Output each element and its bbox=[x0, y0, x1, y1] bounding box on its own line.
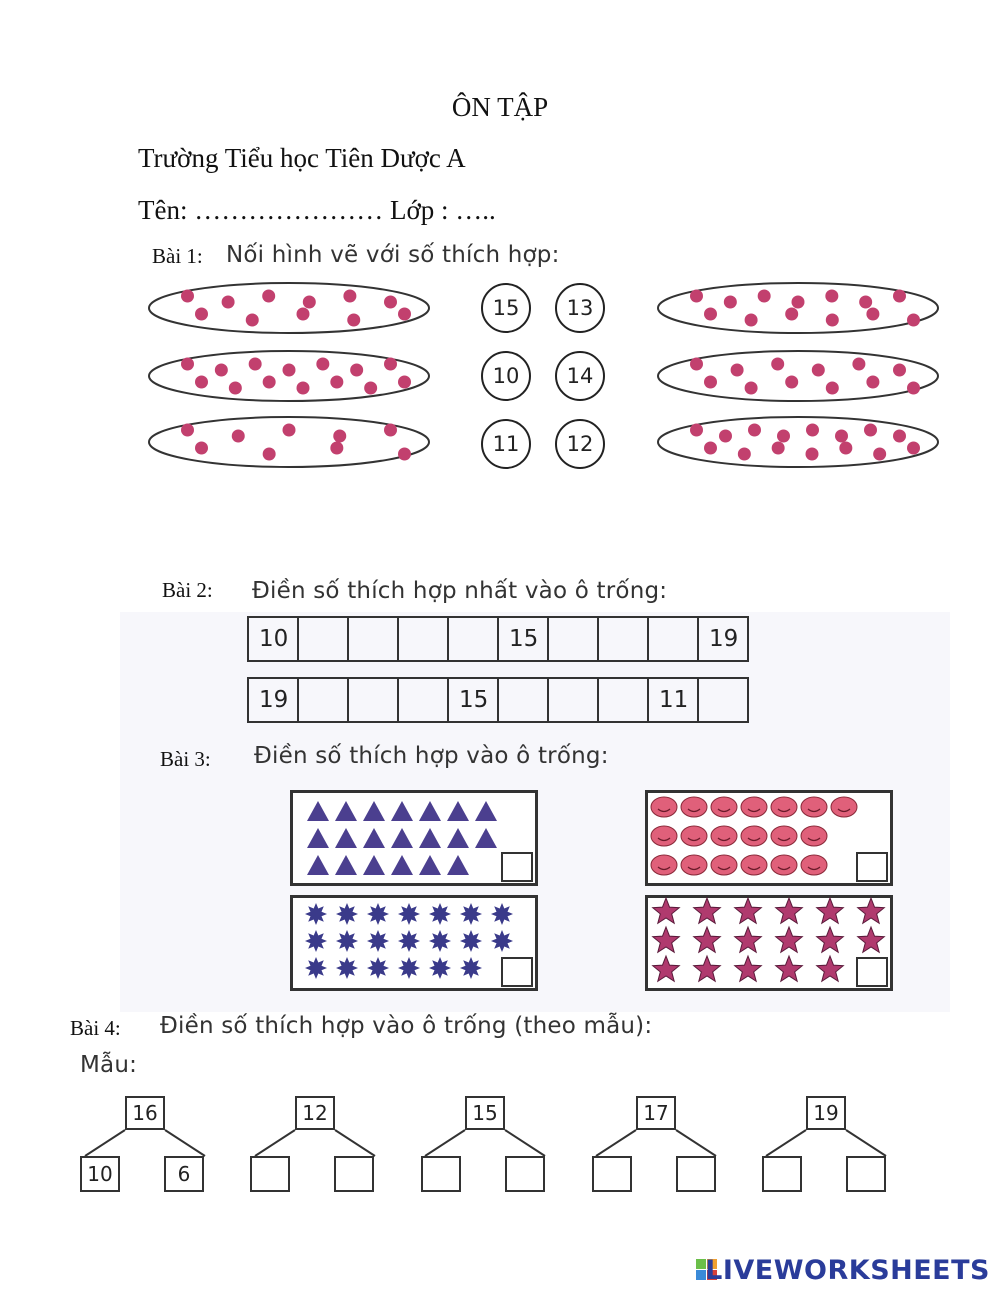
star bbox=[817, 927, 844, 952]
smileys-answer-box[interactable] bbox=[856, 852, 888, 882]
smiley bbox=[711, 855, 737, 875]
bai1-instruction: Nối hình vẽ với số thích hợp: bbox=[226, 242, 560, 268]
dot bbox=[384, 296, 397, 309]
tree-branch-lines-2 bbox=[255, 1130, 375, 1156]
burst bbox=[367, 957, 389, 979]
triangle bbox=[419, 801, 441, 821]
star bbox=[694, 927, 721, 952]
burst bbox=[305, 930, 327, 952]
dot bbox=[364, 382, 377, 395]
bai2-r2-input[interactable] bbox=[298, 678, 348, 722]
dot bbox=[907, 382, 920, 395]
dot bbox=[222, 296, 235, 309]
dot-oval-6 bbox=[658, 417, 938, 467]
bai2-row1-table bbox=[247, 616, 749, 662]
burst bbox=[460, 957, 482, 979]
triangle bbox=[391, 855, 413, 875]
dot bbox=[893, 364, 906, 377]
bai2-label: Bài 2: bbox=[162, 578, 213, 602]
dot bbox=[690, 290, 703, 303]
smiley bbox=[771, 797, 797, 817]
number-circle-12[interactable]: 12 bbox=[555, 419, 605, 469]
dot bbox=[229, 382, 242, 395]
burst bbox=[429, 903, 451, 925]
star bbox=[776, 898, 803, 923]
dot bbox=[246, 314, 259, 327]
smiley bbox=[741, 826, 767, 846]
dot bbox=[283, 424, 296, 437]
burst bbox=[460, 903, 482, 925]
star bbox=[817, 956, 844, 981]
triangle bbox=[335, 855, 357, 875]
triangle bbox=[447, 828, 469, 848]
dot bbox=[866, 308, 879, 321]
dot bbox=[812, 364, 825, 377]
tree3-left-input[interactable] bbox=[421, 1156, 461, 1192]
dot bbox=[232, 430, 245, 443]
dot bbox=[873, 448, 886, 461]
dot bbox=[297, 308, 310, 321]
student-name-line: Tên: ………………… Lớp : ….. bbox=[138, 195, 496, 225]
bai3-label: Bài 3: bbox=[160, 747, 211, 771]
dot bbox=[806, 448, 819, 461]
smiley bbox=[771, 855, 797, 875]
dot bbox=[398, 308, 411, 321]
tree5-top-box: 19 bbox=[806, 1096, 846, 1130]
dot bbox=[785, 376, 798, 389]
triangle bbox=[307, 801, 329, 821]
smiley bbox=[681, 797, 707, 817]
dot bbox=[724, 296, 737, 309]
bursts-answer-box[interactable] bbox=[501, 957, 533, 987]
dot bbox=[792, 296, 805, 309]
triangle bbox=[447, 801, 469, 821]
dot bbox=[384, 358, 397, 371]
star bbox=[694, 898, 721, 923]
tree4-left-input[interactable] bbox=[592, 1156, 632, 1192]
dot-oval-1 bbox=[149, 283, 429, 333]
dot bbox=[330, 376, 343, 389]
dot-oval-5 bbox=[658, 351, 938, 401]
dot bbox=[864, 424, 877, 437]
tree3-right-input[interactable] bbox=[505, 1156, 545, 1192]
bai3-instruction: Điền số thích hợp vào ô trống: bbox=[254, 743, 609, 769]
dot bbox=[195, 376, 208, 389]
star bbox=[653, 956, 680, 981]
bai2-r2-input[interactable] bbox=[698, 678, 748, 722]
dot bbox=[866, 376, 879, 389]
smiley bbox=[681, 826, 707, 846]
dot bbox=[806, 424, 819, 437]
stars-answer-box[interactable] bbox=[856, 957, 888, 987]
smiley bbox=[711, 797, 737, 817]
bai2-r2-input[interactable] bbox=[598, 678, 648, 722]
tree2-left-input[interactable] bbox=[250, 1156, 290, 1192]
star bbox=[776, 927, 803, 952]
dot bbox=[283, 364, 296, 377]
burst bbox=[398, 957, 420, 979]
dot bbox=[704, 376, 717, 389]
bai2-row2-table bbox=[247, 677, 749, 723]
burst bbox=[336, 957, 358, 979]
dot bbox=[704, 442, 717, 455]
smiley bbox=[651, 797, 677, 817]
triangle bbox=[307, 828, 329, 848]
tree-branch-lines-5 bbox=[766, 1130, 886, 1156]
bai2-r1-input[interactable] bbox=[548, 617, 598, 661]
star bbox=[776, 956, 803, 981]
star bbox=[653, 927, 680, 952]
bai2-r2-input[interactable] bbox=[498, 678, 548, 722]
dot bbox=[333, 430, 346, 443]
star bbox=[735, 898, 762, 923]
bai3-shapes bbox=[0, 780, 1000, 1000]
number-circle-11[interactable]: 11 bbox=[481, 419, 531, 469]
bai2-r2-input[interactable] bbox=[398, 678, 448, 722]
dot bbox=[825, 290, 838, 303]
burst bbox=[460, 930, 482, 952]
triangle bbox=[419, 828, 441, 848]
tree4-top-box: 17 bbox=[636, 1096, 676, 1130]
smiley bbox=[801, 855, 827, 875]
burst bbox=[491, 930, 513, 952]
bai2-r1-input[interactable] bbox=[298, 617, 348, 661]
number-circle-15[interactable]: 15 bbox=[481, 283, 531, 333]
tree5-right-input[interactable] bbox=[846, 1156, 886, 1192]
bai2-r2-cell: 11 bbox=[648, 678, 698, 722]
dot bbox=[398, 376, 411, 389]
dot bbox=[690, 424, 703, 437]
bai2-r1-cell: 19 bbox=[698, 617, 748, 661]
bai2-r1-cell: 15 bbox=[498, 617, 548, 661]
star bbox=[735, 956, 762, 981]
triangle bbox=[335, 828, 357, 848]
triangle bbox=[419, 855, 441, 875]
bai2-r1-input[interactable] bbox=[598, 617, 648, 661]
triangle bbox=[475, 828, 497, 848]
star bbox=[858, 898, 885, 923]
bai1-label: Bài 1: bbox=[152, 244, 203, 268]
smiley bbox=[801, 826, 827, 846]
tree-branch-lines-4 bbox=[596, 1130, 716, 1156]
dot bbox=[852, 358, 865, 371]
smiley bbox=[651, 826, 677, 846]
triangle bbox=[363, 855, 385, 875]
tree2-right-input[interactable] bbox=[334, 1156, 374, 1192]
triangle bbox=[391, 801, 413, 821]
tree5-left-input[interactable] bbox=[762, 1156, 802, 1192]
burst bbox=[491, 903, 513, 925]
bai2-instruction: Điền số thích hợp nhất vào ô trống: bbox=[252, 578, 668, 604]
dot bbox=[262, 290, 275, 303]
dot bbox=[893, 290, 906, 303]
burst bbox=[367, 930, 389, 952]
dot bbox=[330, 442, 343, 455]
dot bbox=[303, 296, 316, 309]
smiley bbox=[741, 855, 767, 875]
number-circle-14[interactable]: 14 bbox=[555, 351, 605, 401]
dot bbox=[738, 448, 751, 461]
tree4-right-input[interactable] bbox=[676, 1156, 716, 1192]
dot bbox=[777, 430, 790, 443]
dot bbox=[745, 314, 758, 327]
burst bbox=[305, 957, 327, 979]
burst bbox=[336, 930, 358, 952]
bai2-r2-cell: 19 bbox=[248, 678, 298, 722]
triangle bbox=[391, 828, 413, 848]
sample-label: Mẫu: bbox=[80, 1052, 138, 1078]
number-circle-10[interactable]: 10 bbox=[481, 351, 531, 401]
dot bbox=[249, 358, 262, 371]
dot bbox=[772, 442, 785, 455]
tree3-top-box: 15 bbox=[465, 1096, 505, 1130]
dot bbox=[893, 430, 906, 443]
triangle bbox=[363, 801, 385, 821]
smiley bbox=[681, 855, 707, 875]
tree-branch-lines-1 bbox=[85, 1130, 205, 1156]
burst bbox=[367, 903, 389, 925]
bai2-r1-input[interactable] bbox=[348, 617, 398, 661]
dot bbox=[263, 448, 276, 461]
smiley bbox=[741, 797, 767, 817]
burst bbox=[429, 957, 451, 979]
page-title: ÔN TẬP bbox=[451, 92, 549, 122]
dot bbox=[215, 364, 228, 377]
star bbox=[653, 898, 680, 923]
smiley bbox=[801, 797, 827, 817]
dot bbox=[297, 382, 310, 395]
tree1-left-box: 10 bbox=[80, 1156, 120, 1192]
bai2-r2-input[interactable] bbox=[548, 678, 598, 722]
dot bbox=[384, 424, 397, 437]
dot bbox=[826, 314, 839, 327]
dot bbox=[839, 442, 852, 455]
smiley bbox=[651, 855, 677, 875]
dot bbox=[771, 358, 784, 371]
dot bbox=[704, 308, 717, 321]
bai2-r2-cell: 15 bbox=[448, 678, 498, 722]
burst bbox=[336, 903, 358, 925]
dot bbox=[835, 430, 848, 443]
bai2-r2-input[interactable] bbox=[348, 678, 398, 722]
dot bbox=[316, 358, 329, 371]
dot bbox=[690, 358, 703, 371]
burst bbox=[398, 903, 420, 925]
dot bbox=[745, 382, 758, 395]
triangle bbox=[475, 801, 497, 821]
triangle bbox=[447, 855, 469, 875]
triangle bbox=[335, 801, 357, 821]
star bbox=[858, 927, 885, 952]
dot bbox=[758, 290, 771, 303]
smiley bbox=[831, 797, 857, 817]
dot bbox=[350, 364, 363, 377]
dot bbox=[347, 314, 360, 327]
dot bbox=[731, 364, 744, 377]
bai2-r1-cell: 10 bbox=[248, 617, 298, 661]
bai4-instruction: Điền số thích hợp vào ô trống (theo mẫu): bbox=[160, 1013, 653, 1039]
smiley bbox=[711, 826, 737, 846]
triangles-answer-box[interactable] bbox=[501, 852, 533, 882]
burst bbox=[398, 930, 420, 952]
burst bbox=[429, 930, 451, 952]
triangle bbox=[307, 855, 329, 875]
number-circle-13[interactable]: 13 bbox=[555, 283, 605, 333]
dot bbox=[826, 382, 839, 395]
triangle bbox=[363, 828, 385, 848]
dot bbox=[907, 442, 920, 455]
dot bbox=[181, 290, 194, 303]
star bbox=[735, 927, 762, 952]
smiley bbox=[771, 826, 797, 846]
star bbox=[817, 898, 844, 923]
dot bbox=[719, 430, 732, 443]
dot bbox=[907, 314, 920, 327]
dot bbox=[398, 448, 411, 461]
tree-branch-lines-3 bbox=[425, 1130, 545, 1156]
dot bbox=[859, 296, 872, 309]
dot bbox=[343, 290, 356, 303]
burst bbox=[305, 903, 327, 925]
dot bbox=[181, 424, 194, 437]
dot bbox=[263, 376, 276, 389]
tree1-right-box: 6 bbox=[164, 1156, 204, 1192]
bai2-r1-input[interactable] bbox=[648, 617, 698, 661]
dot bbox=[195, 308, 208, 321]
bai2-r1-input[interactable] bbox=[398, 617, 448, 661]
dot bbox=[785, 308, 798, 321]
dot bbox=[195, 442, 208, 455]
bai2-r1-input[interactable] bbox=[448, 617, 498, 661]
bai4-label: Bài 4: bbox=[70, 1016, 121, 1040]
dot bbox=[181, 358, 194, 371]
liveworksheets-brand: LIVEWORKSHEETS bbox=[705, 1255, 990, 1286]
tree1-top-box: 16 bbox=[125, 1096, 165, 1130]
school-name: Trường Tiểu học Tiên Dược A bbox=[138, 143, 466, 173]
star bbox=[694, 956, 721, 981]
dot bbox=[748, 424, 761, 437]
tree2-top-box: 12 bbox=[295, 1096, 335, 1130]
